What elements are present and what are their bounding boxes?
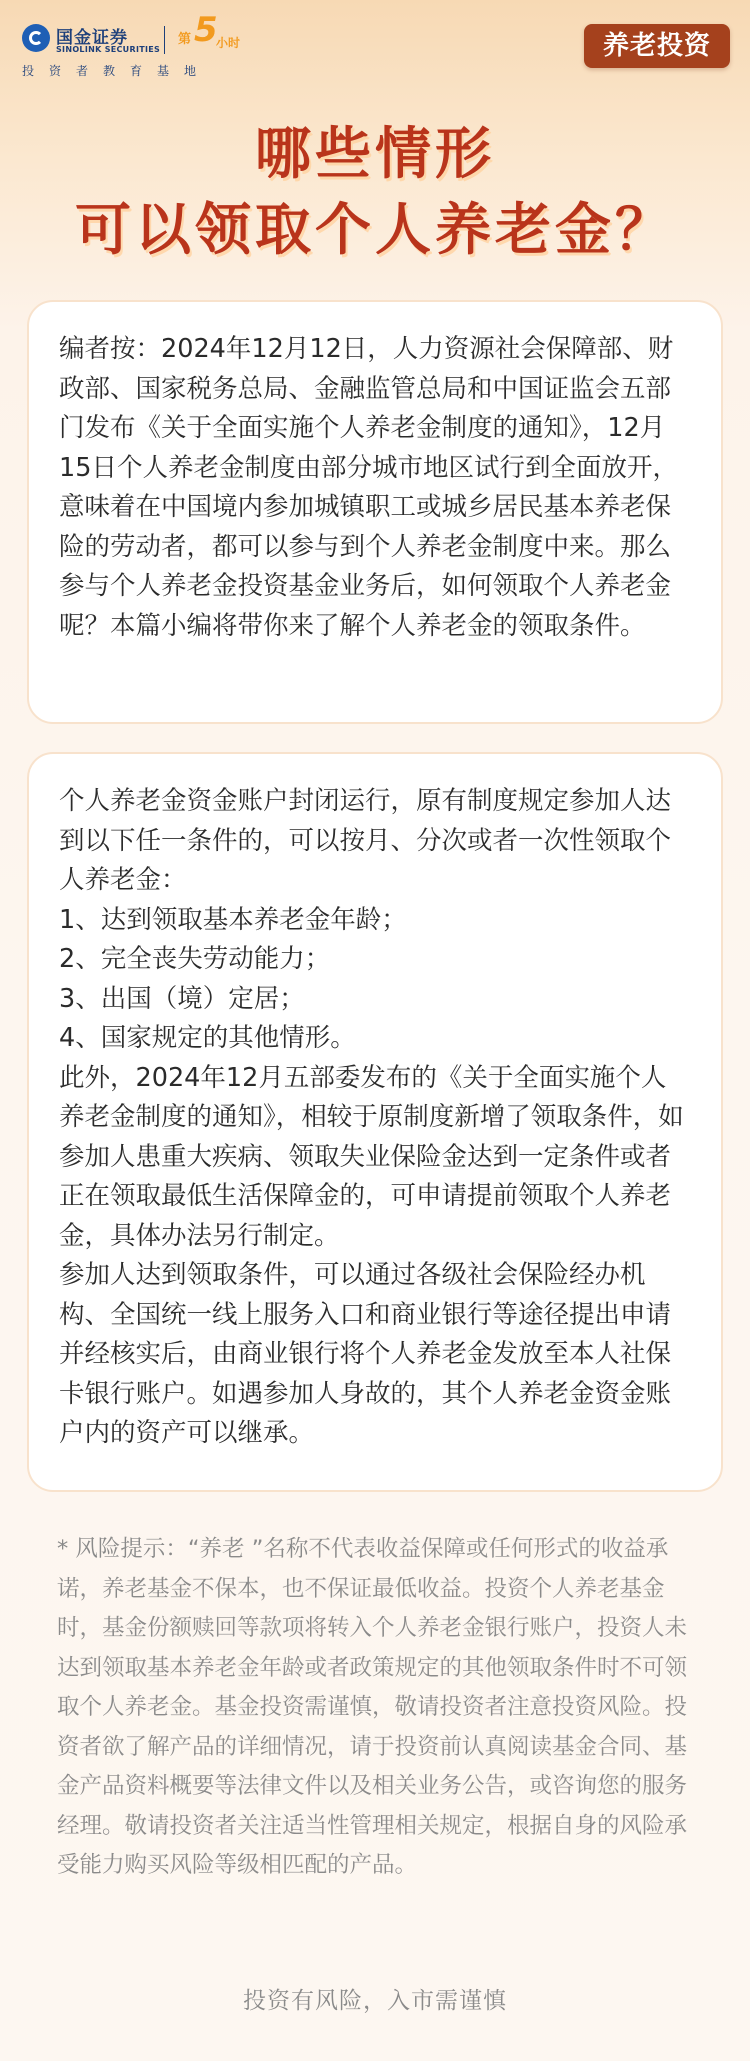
header (0, 0, 750, 90)
fifth-hour-badge (174, 10, 250, 58)
sinolink-logo-icon (22, 24, 50, 52)
condition-item: 1、达到领取基本养老金年龄； (59, 904, 407, 935)
category-pill: 养老投资 (584, 24, 730, 68)
badge-suffix: 小时 (216, 36, 241, 50)
conditions-intro: 个人养老金资金账户封闭运行，原有制度规定参加人达到以下任一条件的，可以按月、分次或者一次性领取个人养老金： (59, 786, 672, 895)
conditions-card (27, 752, 723, 1492)
editor-note-card (27, 300, 723, 724)
badge-number: 5 (194, 10, 218, 50)
application-paragraph: 参加人达到领取条件，可以通过各级社会保险经办机构、全国统一线上服务入口和商业银行等途径提出申请并经核实后，由商业银行将个人养老金发放至本人社保卡银行账户。如遇参加人身故的，其个人养老金资金账户内的资产可以继承。 (59, 1260, 672, 1448)
logo-divider (164, 26, 165, 54)
page-title-line-1: 哪些情形 (255, 122, 495, 187)
badge-prefix: 第 (178, 32, 192, 47)
condition-item: 4、国家规定的其他情形。 (59, 1023, 356, 1053)
brand-subtitle: SINOLINK SECURITIES (56, 45, 161, 54)
footer-warning: 投资有风险，入市需谨慎 (243, 1988, 507, 2014)
page-title-line-2: 可以领取个人养老金？ (75, 198, 675, 263)
brand-tagline: 投资者教育基地 (22, 64, 212, 78)
new-conditions-paragraph: 此外，2024年12月五部委发布的《关于全面实施个人养老金制度的通知》，相较于原制度新增了领取条件，如参加人患重大疾病、领取失业保险金达到一定条件或者正在领取最低生活保障金的，可申请提前领取个人养老金，具体办法另行制定。 (59, 1062, 684, 1251)
condition-item: 3、出国（境）定居； (59, 983, 305, 1014)
condition-item: 2、完全丧失劳动能力； (59, 944, 331, 974)
editor-note-text: 编者按：2024年12月12日，人力资源社会保障部、财政部、国家税务总局、金融监管总局和中国证监会五部门发布《关于全面实施个人养老金制度的通知》，12月15日个人养老金制度由部分城市地区试行到全面放开，意味着在中国境内参加城镇职工或城乡居民基本养老保险的劳动者，都可以参与到个人养老金制度中来。那么参与个人养老金投资基金业务后，如何领取个人养老金呢？本篇小编将带你来了解个人养老金的领取条件。 (59, 334, 678, 641)
risk-disclosure (57, 1530, 687, 1886)
risk-disclosure-text: * 风险提示：“养老 ”名称不代表收益保障或任何形式的收益承诺，养老基金不保本，也不保证最低收益。投资个人养老基金时，基金份额赎回等款项将转入个人养老金银行账户，投资人未达到领取基本养老金年龄或者政策规定的其他领取条件时不可领取个人养老金。基金投资需谨慎，敬请投资者注意投资风险。投资者欲了解产品的详细情况，请于投资前认真阅读基金合同、基金产品资料概要等法律文件以及相关业务公告，或咨询您的服务经理。敬请投资者关注适当性管理相关规定，根据自身的风险承受能力购买风险等级相匹配的产品。 (57, 1536, 688, 1878)
brand-name: 国金证券 (56, 28, 128, 48)
